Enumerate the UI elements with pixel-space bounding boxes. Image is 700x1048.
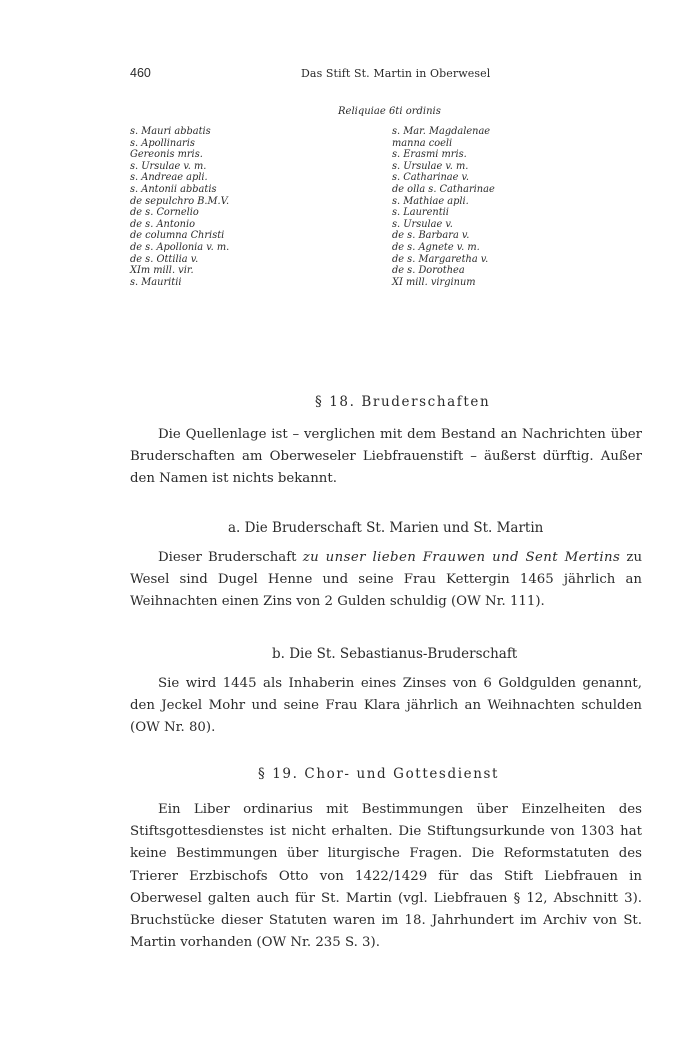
relic-item: de olla s. Catharinae bbox=[392, 183, 495, 195]
section-19-body bbox=[130, 799, 642, 954]
relic-item: XI mill. virginum bbox=[392, 276, 476, 288]
page-number: 460 bbox=[130, 66, 151, 80]
relic-item: s. Andreae apli. bbox=[130, 172, 208, 184]
relic-item: de s. Dorothea bbox=[392, 265, 465, 277]
relic-item: s. Laurentii bbox=[392, 207, 449, 219]
relic-item: manna coeli bbox=[392, 137, 453, 149]
relic-item: s. Mar. Magdalenae bbox=[392, 126, 491, 137]
section-19-text: Ein Liber ordinarius mit Bestimmungen über Einzelheiten des Stiftsgottesdienstes ist nicht erhalten. Die Stiftungsurkunde von 1303 hat keine Bestimmungen über liturgische Fragen. Die Reformstatuten des Trierer Erzbischofs Otto von 1422/1429 für das Stift Liebfrauen in Oberwesel galten auch für St. Martin (vgl. Liebfrauen § 12, Abschnitt 3). Bruchstücke dieser Statuten waren im 18. Jahrhundert im Archiv von St. Martin vorhanden (OW Nr. 235 S. 3). bbox=[130, 802, 642, 951]
subsection-b-text: Sie wird 1445 als Inhaberin eines Zinses von 6 Goldgulden genannt, den Jeckel Mohr und seine Frau Klara jährlich an Weihnachten schulden (OW Nr. 80). bbox=[130, 676, 642, 736]
relic-item: de s. Antonio bbox=[130, 218, 196, 230]
relic-item: s. Ursulae v. m. bbox=[130, 160, 207, 172]
relic-item: de sepulchro B.M.V. bbox=[130, 195, 230, 207]
page-header bbox=[130, 66, 640, 86]
relic-item: de s. Apollonia v. m. bbox=[130, 241, 230, 253]
relic-item: de s. Barbara v. bbox=[392, 230, 470, 242]
relics-list-right bbox=[392, 126, 495, 288]
relic-item: de s. Margaretha v. bbox=[392, 253, 489, 265]
relic-item: de s. Cornelio bbox=[130, 207, 199, 219]
running-title: Das Stift St. Martin in Oberwesel bbox=[301, 67, 491, 80]
relics-list-left bbox=[130, 126, 229, 288]
subsection-a-text-start: Dieser Bruderschaft bbox=[158, 550, 303, 565]
section-18-intro-text: Die Quellenlage ist – verglichen mit dem Bestand an Nachrichten über Bruderschaften am Oberweseler Liebfrauenstift – äußerst dürftig. Außer den Namen ist nichts bekannt. bbox=[130, 427, 642, 487]
relic-item: s. Ursulae v. bbox=[392, 218, 453, 230]
relic-item: s. Mathiae apli. bbox=[392, 195, 469, 207]
relic-item: s. Apollinaris bbox=[130, 137, 195, 149]
subsection-b-body bbox=[130, 673, 642, 740]
relic-item: s. Antonii abbatis bbox=[130, 183, 217, 195]
relic-item: Gereonis mris. bbox=[130, 149, 203, 161]
subsection-b-title: b. Die St. Sebastianus-Bruderschaft bbox=[272, 646, 518, 662]
relic-item: s. Catharinae v. bbox=[392, 172, 470, 184]
relic-item: s. Mauritii bbox=[130, 276, 182, 288]
section-19-title: § 19. Chor- und Gottesdienst bbox=[258, 766, 500, 782]
relic-item: s. Ursulae v. m. bbox=[392, 160, 469, 172]
relics-heading: Reliquiae 6ti ordinis bbox=[338, 106, 441, 117]
relic-item: s. Erasmi mris. bbox=[392, 149, 467, 161]
subsection-a-text-italic: zu unser lieben Frauwen und Sent Mertins bbox=[302, 550, 621, 565]
subsection-a-text bbox=[130, 547, 642, 614]
section-18-intro bbox=[130, 424, 642, 491]
subsection-a-text-end: zu Wesel sind Dugel Henne und seine Frau Kettergin 1465 jährlich an Weihnachten einen Zins von 2 Gulden schuldig (OW Nr. 111). bbox=[130, 550, 643, 610]
relic-item: s. Mauri abbatis bbox=[130, 126, 211, 137]
relic-item: de s. Ottilia v. bbox=[130, 253, 199, 265]
section-18-title: § 18. Bruderschaften bbox=[315, 394, 491, 410]
relic-item: XIm mill. vir. bbox=[130, 265, 194, 277]
subsection-a-title: a. Die Bruderschaft St. Marien und St. Martin bbox=[228, 520, 544, 536]
relic-item: de s. Agnete v. m. bbox=[392, 241, 480, 253]
relic-item: de columna Christi bbox=[130, 230, 225, 242]
subsection-a-body bbox=[130, 547, 642, 614]
